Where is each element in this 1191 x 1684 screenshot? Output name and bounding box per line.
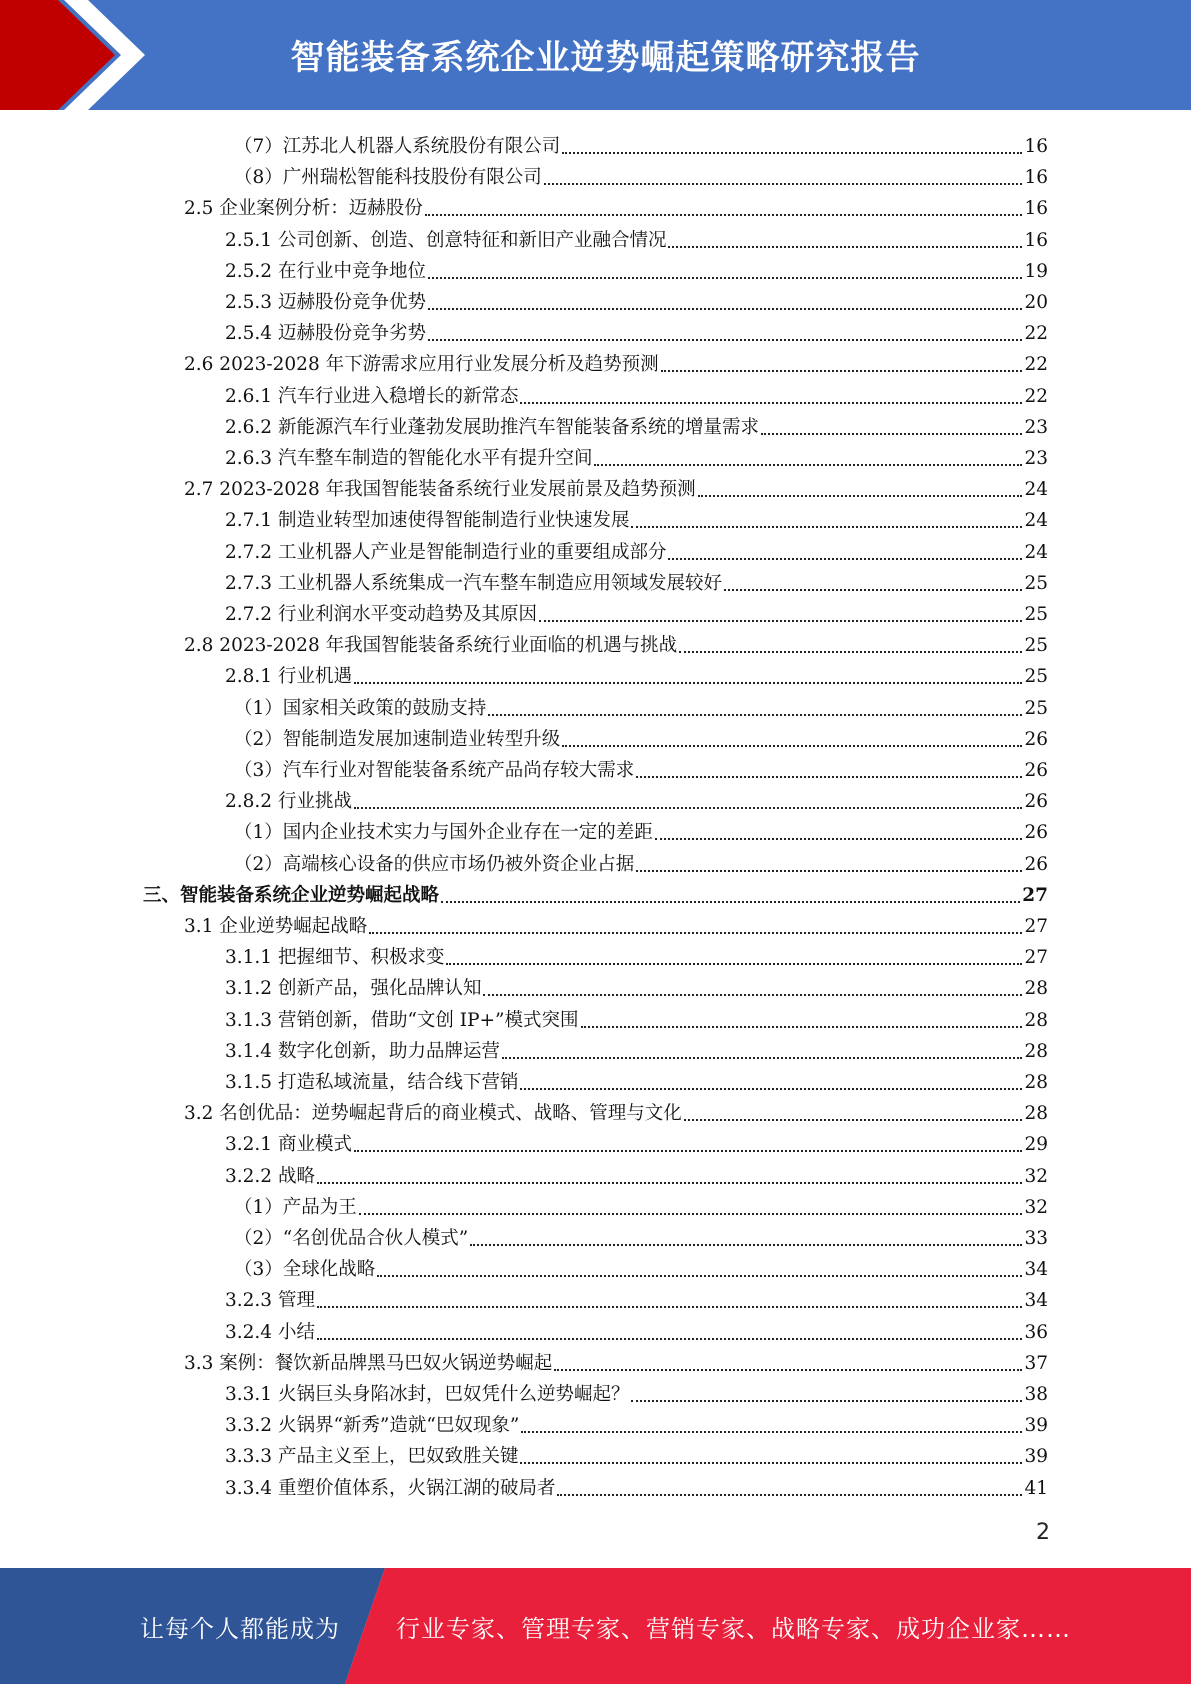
toc-entry[interactable] [184, 1344, 1048, 1375]
toc-dot-leader [661, 369, 1023, 372]
toc-entry-label: 3.1.2 创新产品，强化品牌认知 [225, 978, 482, 999]
toc-entry-page: 25 [1024, 604, 1048, 625]
toc-dot-leader [636, 869, 1022, 872]
toc-dot-leader [354, 681, 1023, 684]
toc-entry-page: 32 [1024, 1197, 1048, 1218]
toc-entry-label: 3.2 名创优品：逆势崛起背后的商业模式、战略、管理与文化 [184, 1103, 682, 1124]
toc-entry-page: 16 [1024, 136, 1048, 157]
toc-dot-leader [369, 931, 1022, 934]
toc-entry[interactable] [225, 1157, 1048, 1188]
toc-entry-label: 2.8.1 行业机遇 [225, 666, 352, 687]
toc-dot-leader [425, 213, 1023, 216]
toc-entry-page: 28 [1024, 1010, 1048, 1031]
page-number: 2 [1036, 1520, 1050, 1545]
toc-dot-leader [520, 1087, 1022, 1090]
toc-entry-label: （2）“名创优品合伙人模式” [234, 1228, 469, 1249]
toc-entry-page: 25 [1024, 698, 1048, 719]
toc-dot-leader [520, 1461, 1022, 1464]
toc-entry[interactable] [225, 657, 1048, 688]
toc-entry-label: 3.3 案例：餐饮新品牌黑马巴奴火锅逆势崛起 [184, 1353, 553, 1374]
toc-entry-page: 41 [1024, 1478, 1048, 1499]
toc-entry[interactable] [225, 252, 1048, 283]
toc-dot-leader [668, 245, 1022, 248]
page-header [0, 0, 1191, 110]
toc-entry-label: 2.5.2 在行业中竞争地位 [225, 261, 426, 282]
toc-entry[interactable] [225, 1313, 1048, 1344]
toc-dot-leader [441, 900, 1020, 903]
toc-dot-leader [679, 650, 1022, 653]
toc-entry-label: 3.1.5 打造私域流量，结合线下营销 [225, 1072, 519, 1093]
toc-dot-leader [317, 1181, 1023, 1184]
toc-dot-leader [488, 713, 1022, 716]
toc-entry[interactable] [234, 1188, 1048, 1219]
toc-dot-leader [520, 401, 1022, 404]
toc-entry-label: 3.1 企业逆势崛起战略 [184, 916, 368, 937]
toc-entry[interactable] [225, 1437, 1048, 1468]
toc-entry[interactable] [234, 127, 1048, 158]
toc-entry-label: 3.1.3 营销创新，借助“文创 IP+”模式突围 [225, 1010, 579, 1031]
toc-entry-page: 26 [1024, 854, 1048, 875]
toc-entry-label: 3.2.2 战略 [225, 1166, 315, 1187]
toc-entry[interactable] [234, 1219, 1048, 1250]
toc-entry-page: 28 [1024, 1072, 1048, 1093]
toc-entry[interactable] [234, 689, 1048, 720]
toc-entry-label: （1）国内企业技术实力与国外企业存在一定的差距 [234, 822, 653, 843]
toc-entry[interactable] [225, 1281, 1048, 1312]
toc-entry[interactable] [184, 470, 1048, 501]
toc-entry-page: 37 [1024, 1353, 1048, 1374]
toc-entry-page: 27 [1022, 885, 1048, 906]
toc-dot-leader [428, 338, 1022, 341]
toc-entry-label: 2.5.1 公司创新、创造、创意特征和新旧产业融合情况 [225, 230, 667, 251]
toc-entry[interactable] [225, 1406, 1048, 1437]
toc-entry[interactable] [184, 907, 1048, 938]
toc-entry[interactable] [225, 1032, 1048, 1063]
toc-entry[interactable] [225, 938, 1048, 969]
toc-entry[interactable] [225, 1125, 1048, 1156]
toc-entry-page: 16 [1024, 198, 1048, 219]
toc-entry-page: 33 [1024, 1228, 1048, 1249]
toc-entry-page: 23 [1024, 417, 1048, 438]
toc-entry-page: 28 [1024, 1103, 1048, 1124]
toc-entry-label: 3.2.4 小结 [225, 1322, 315, 1343]
toc-entry-label: 3.2.3 管理 [225, 1290, 315, 1311]
toc-entry-label: （1）国家相关政策的鼓励支持 [234, 698, 487, 719]
toc-entry[interactable] [234, 158, 1048, 189]
toc-dot-leader [684, 1118, 1023, 1121]
toc-dot-leader [539, 619, 1022, 622]
toc-entry-label: （7）江苏北人机器人系统股份有限公司 [234, 136, 561, 157]
toc-dot-leader [377, 1274, 1022, 1277]
toc-entry-page: 25 [1024, 666, 1048, 687]
toc-entry[interactable] [234, 1250, 1048, 1281]
toc-entry-label: （2）智能制造发展加速制造业转型升级 [234, 729, 561, 750]
toc-entry-page: 25 [1024, 635, 1048, 656]
toc-entry-label: 3.3.1 火锅巨头身陷冰封，巴奴凭什么逆势崛起？ [225, 1384, 630, 1405]
toc-entry[interactable] [234, 845, 1048, 876]
toc-entry[interactable] [225, 501, 1048, 532]
toc-entry-page: 16 [1024, 167, 1048, 188]
toc-entry[interactable] [225, 1375, 1048, 1406]
toc-entry[interactable] [234, 751, 1048, 782]
toc-entry[interactable] [225, 439, 1048, 470]
toc-entry[interactable] [225, 969, 1048, 1000]
toc-entry-page: 25 [1024, 573, 1048, 594]
toc-entry-page: 23 [1024, 448, 1048, 469]
toc-dot-leader [554, 1368, 1022, 1371]
toc-entry-page: 34 [1024, 1290, 1048, 1311]
toc-entry-label: 2.5 企业案例分析：迈赫股份 [184, 198, 423, 219]
toc-entry-label: 2.6.3 汽车整车制造的智能化水平有提升空间 [225, 448, 593, 469]
toc-entry-page: 26 [1024, 822, 1048, 843]
toc-entry-page: 39 [1024, 1446, 1048, 1467]
toc-entry-label: 2.7.2 行业利润水平变动趋势及其原因 [225, 604, 537, 625]
toc-entry[interactable] [184, 1094, 1048, 1125]
toc-entry[interactable] [184, 626, 1048, 657]
toc-dot-leader [631, 1399, 1022, 1402]
toc-dot-leader [562, 151, 1022, 154]
toc-entry[interactable] [225, 782, 1048, 813]
toc-entry[interactable] [225, 595, 1048, 626]
toc-entry-page: 27 [1024, 916, 1048, 937]
toc-dot-leader [594, 463, 1022, 466]
toc-entry-label: （2）高端核心设备的供应市场仍被外资企业占据 [234, 854, 635, 875]
toc-entry[interactable] [184, 189, 1048, 220]
toc-entry-label: 三、智能装备系统企业逆势崛起战略 [143, 885, 440, 906]
toc-entry[interactable] [225, 283, 1048, 314]
toc-entry-label: （3）汽车行业对智能装备系统产品尚存较大需求 [234, 760, 635, 781]
toc-entry-page: 29 [1024, 1134, 1048, 1155]
toc-dot-leader [354, 1149, 1023, 1152]
toc-entry-label: 2.6 2023-2028 年下游需求应用行业发展分析及趋势预测 [184, 354, 659, 375]
toc-entry-label: 2.6.1 汽车行业进入稳增长的新常态 [225, 386, 519, 407]
toc-entry-page: 24 [1024, 510, 1048, 531]
toc-entry-page: 22 [1024, 323, 1048, 344]
toc-entry-label: 2.8.2 行业挑战 [225, 791, 352, 812]
toc-dot-leader [359, 1212, 1023, 1215]
toc-entry-label: （8）广州瑞松智能科技股份有限公司 [234, 167, 542, 188]
toc-entry-label: 3.3.2 火锅界“新秀”造就“巴奴现象” [225, 1415, 520, 1436]
toc-entry-page: 26 [1024, 760, 1048, 781]
toc-entry-label: 2.5.4 迈赫股份竞争劣势 [225, 323, 426, 344]
toc-entry[interactable] [225, 1063, 1048, 1094]
toc-dot-leader [655, 837, 1023, 840]
toc-dot-leader [428, 307, 1022, 310]
toc-entry-page: 26 [1024, 791, 1048, 812]
toc-entry-page: 24 [1024, 479, 1048, 500]
toc-entry-label: 2.7.1 制造业转型加速使得智能制造行业快速发展 [225, 510, 630, 531]
toc-dot-leader [428, 276, 1022, 279]
toc-entry-page: 26 [1024, 729, 1048, 750]
toc-entry-page: 20 [1024, 292, 1048, 313]
toc-entry-label: 2.7.3 工业机器人系统集成一汽车整车制造应用领域发展较好 [225, 573, 722, 594]
toc-entry[interactable] [225, 1469, 1048, 1500]
toc-entry[interactable] [225, 533, 1048, 564]
toc-dot-leader [631, 525, 1022, 528]
toc-dot-leader [354, 806, 1023, 809]
toc-entry-label: 2.5.3 迈赫股份竞争优势 [225, 292, 426, 313]
toc-entry-page: 22 [1024, 354, 1048, 375]
toc-entry-page: 36 [1024, 1322, 1048, 1343]
toc-entry-label: 2.7 2023-2028 年我国智能装备系统行业发展前景及趋势预测 [184, 479, 696, 500]
footer-slogan-right: 行业专家、管理专家、营销专家、战略专家、成功企业家…… [396, 1614, 1071, 1643]
toc-entry-label: 2.6.2 新能源汽车行业蓬勃发展助推汽车智能装备系统的增量需求 [225, 417, 759, 438]
toc-entry-label: 3.3.3 产品主义至上，巴奴致胜关键 [225, 1446, 519, 1467]
toc-entry-label: 3.2.1 商业模式 [225, 1134, 352, 1155]
toc-entry-page: 24 [1024, 542, 1048, 563]
toc-entry-label: 2.8 2023-2028 年我国智能装备系统行业面临的机遇与挑战 [184, 635, 678, 656]
toc-dot-leader [502, 1056, 1022, 1059]
toc-dot-leader [636, 775, 1022, 778]
toc-dot-leader [446, 962, 1022, 965]
toc-entry[interactable] [225, 377, 1048, 408]
toc-dot-leader [557, 1493, 1022, 1496]
toc-dot-leader [581, 1025, 1023, 1028]
toc-entry[interactable] [225, 314, 1048, 345]
toc-entry[interactable] [225, 564, 1048, 595]
toc-dot-leader [521, 1430, 1022, 1433]
toc-entry[interactable] [234, 813, 1048, 844]
toc-entry-page: 28 [1024, 978, 1048, 999]
toc-entry-page: 28 [1024, 1041, 1048, 1062]
toc-dot-leader [317, 1337, 1023, 1340]
toc-dot-leader [724, 588, 1022, 591]
toc-dot-leader [562, 744, 1022, 747]
toc-entry-page: 27 [1024, 947, 1048, 968]
toc-dot-leader [761, 432, 1022, 435]
toc-entry-page: 34 [1024, 1259, 1048, 1280]
toc-entry-page: 19 [1024, 261, 1048, 282]
toc-entry-label: 3.1.1 把握细节、积极求变 [225, 947, 445, 968]
toc-entry[interactable] [143, 876, 1048, 907]
footer-slogan-left: 让每个人都能成为 [140, 1614, 340, 1643]
toc-dot-leader [317, 1305, 1023, 1308]
toc-entry-label: 2.7.2 工业机器人产业是智能制造行业的重要组成部分 [225, 542, 667, 563]
toc-entry-page: 39 [1024, 1415, 1048, 1436]
toc-entry-label: （3）全球化战略 [234, 1259, 376, 1280]
toc-dot-leader [544, 182, 1023, 185]
toc-dot-leader [668, 557, 1022, 560]
toc-dot-leader [483, 993, 1022, 996]
toc-entry-page: 16 [1024, 230, 1048, 251]
toc-entry[interactable] [225, 408, 1048, 439]
toc-entry-page: 32 [1024, 1166, 1048, 1187]
toc-entry[interactable] [225, 1001, 1048, 1032]
toc-entry[interactable] [225, 221, 1048, 252]
toc-entry-page: 38 [1024, 1384, 1048, 1405]
toc-entry-label: 3.1.4 数字化创新，助力品牌运营 [225, 1041, 500, 1062]
toc-dot-leader [470, 1243, 1022, 1246]
page-footer [0, 1568, 1191, 1684]
toc-entry[interactable] [234, 720, 1048, 751]
toc-entry-page: 22 [1024, 386, 1048, 407]
toc-entry-label: 3.3.4 重塑价值体系，火锅江湖的破局者 [225, 1478, 556, 1499]
toc-entry[interactable] [184, 345, 1048, 376]
toc-entry-label: （1）产品为王 [234, 1197, 357, 1218]
toc-dot-leader [698, 494, 1023, 497]
report-title: 智能装备系统企业逆势崛起策略研究报告 [290, 37, 921, 78]
